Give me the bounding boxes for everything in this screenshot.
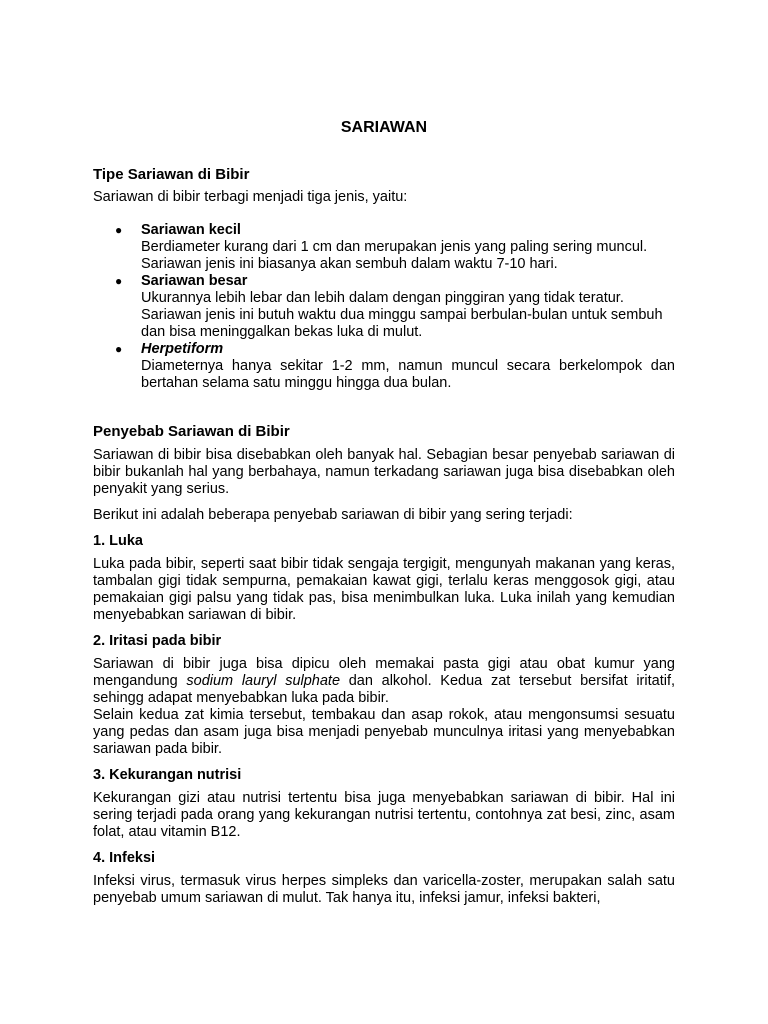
list-item-text: Berdiameter kurang dari 1 cm dan merupakan jenis yang paling sering muncul. Sariawan jenis ini biasanya akan sembuh dalam waktu 7-10 hari.	[141, 239, 648, 272]
section-heading-tipe: Tipe Sariawan di Bibir	[93, 166, 250, 183]
text-run: dan alkohol. Kedua zat tersebut bersifat iritatif, sehingg adapat menyebabkan luka pada bibir.	[93, 673, 676, 706]
list-item-text: Diameternya hanya sekitar 1-2 mm, namun muncul secara berkelompok dan bertahan selama satu minggu hingga dua bulan.	[141, 358, 675, 391]
list-item	[93, 341, 675, 392]
cause-paragraph: Selain kedua zat kimia tersebut, tembakau dan asap rokok, atau mengonsumsi sesuatu yang pedas dan asam juga bisa menjadi penyebab munculnya iritasi yang menyebabkan sariawan pada bibir.	[93, 707, 675, 757]
bullet-icon: ●	[115, 274, 123, 288]
section-paragraph: Sariawan di bibir bisa disebabkan oleh banyak hal. Sebagian besar penyebab sariawan di bibir bukanlah hal yang berbahaya, namun terkadang sariawan juga bisa disebabkan oleh penyakit yang serius.	[93, 447, 675, 497]
cause-heading-iritasi: 2. Iritasi pada bibir	[93, 633, 222, 649]
cause-paragraph: Luka pada bibir, seperti saat bibir tidak sengaja tergigit, mengunyah makanan yang keras, tambalan gigi tidak sempurna, pemakaian kawat gigi, terlalu keras menggosok gigi, atau pemakaian gigi palsu yang tidak pas, bisa menimbulkan luka. Luka inilah yang kemudian menyebabkan sariawan di bibir.	[93, 556, 675, 623]
list-item-title: Herpetiform	[141, 341, 224, 357]
italic-term: sodium lauryl sulphate	[186, 673, 341, 689]
list-item-title: Sariawan besar	[141, 273, 248, 289]
list-item-title: Sariawan kecil	[141, 222, 241, 238]
list-item	[93, 222, 675, 273]
section-heading-penyebab: Penyebab Sariawan di Bibir	[93, 423, 290, 440]
sariawan-type-list	[93, 222, 675, 392]
bullet-icon: ●	[115, 223, 123, 237]
cause-heading-infeksi: 4. Infeksi	[93, 850, 156, 866]
section-paragraph: Berikut ini adalah beberapa penyebab sariawan di bibir yang sering terjadi:	[93, 507, 573, 523]
document-title: SARIAWAN	[340, 119, 428, 136]
text-run: Sariawan di bibir juga bisa dipicu oleh memakai pasta gigi atau obat kumur yang mengandung	[93, 656, 675, 689]
list-item-text: Ukurannya lebih lebar dan lebih dalam dengan pinggiran yang tidak teratur. Sariawan jenis ini butuh waktu dua minggu sampai berbulan-bulan untuk sembuh dan bisa meninggalkan bekas luka di mulut.	[141, 290, 663, 340]
bullet-icon: ●	[115, 342, 123, 356]
section-intro: Sariawan di bibir terbagi menjadi tiga jenis, yaitu:	[93, 189, 408, 205]
list-item	[93, 273, 675, 341]
cause-heading-nutrisi: 3. Kekurangan nutrisi	[93, 767, 242, 783]
cause-paragraph	[93, 656, 675, 707]
cause-heading-luka: 1. Luka	[93, 533, 143, 549]
cause-paragraph: Infeksi virus, termasuk virus herpes simpleks dan varicella-zoster, merupakan salah satu penyebab umum sariawan di mulut. Tak hanya itu, infeksi jamur, infeksi bakteri,	[93, 873, 675, 906]
cause-paragraph: Kekurangan gizi atau nutrisi tertentu bisa juga menyebabkan sariawan di bibir. Hal ini sering terjadi pada orang yang kekurangan nutrisi tertentu, contohnya zat besi, zinc, asam folat, atau vitamin B12.	[93, 790, 675, 840]
